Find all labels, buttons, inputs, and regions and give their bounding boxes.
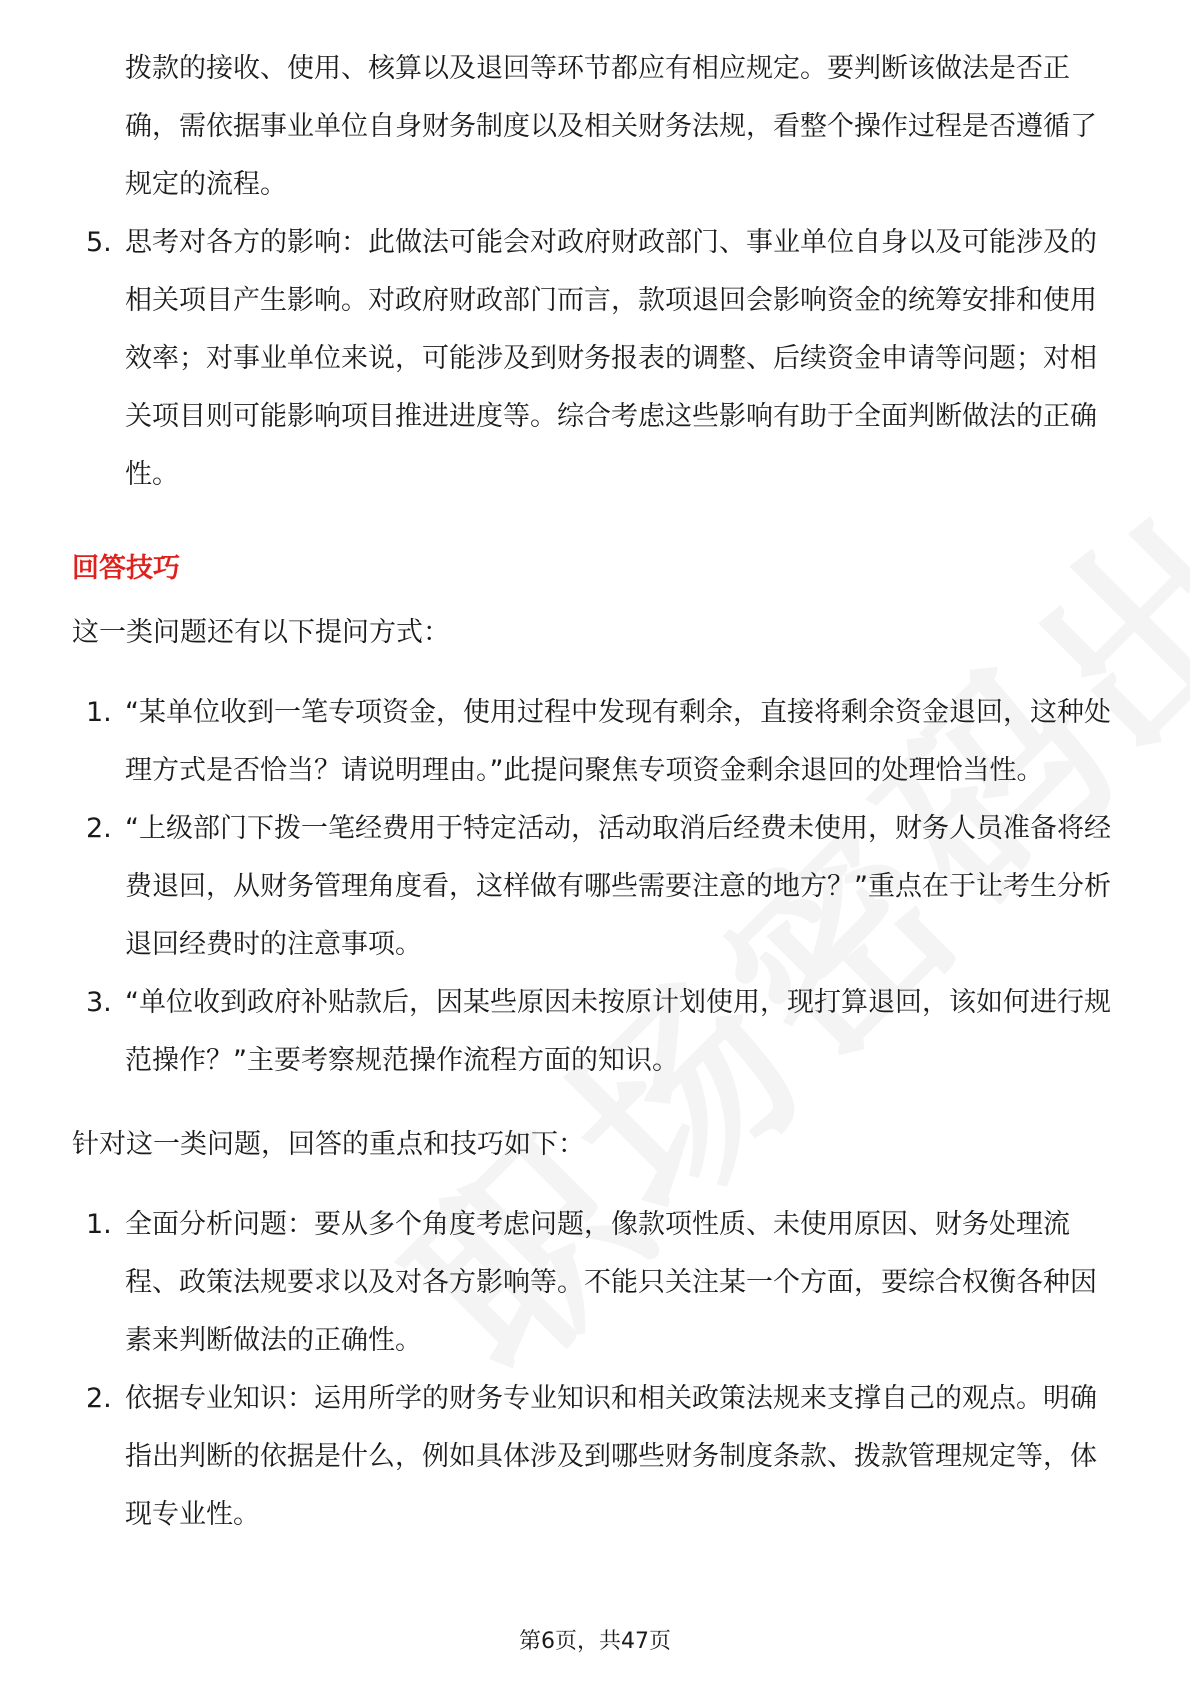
list-number: 2. — [86, 813, 112, 844]
list-item — [72, 1196, 1122, 1370]
list-number: 3. — [86, 987, 112, 1018]
list-number: 2. — [86, 1383, 112, 1414]
list-item-text: 依据专业知识：运用所学的财务专业知识和相关政策法规来支撑自己的观点。明确指出判断的依据是什么，例如具体涉及到哪些财务制度条款、拨款管理规定等，体现专业性。 — [125, 1383, 1097, 1530]
list-item — [72, 974, 1122, 1090]
list-number: 5. — [86, 227, 112, 258]
list-item — [72, 800, 1122, 974]
intro-tips: 针对这一类问题，回答的重点和技巧如下： — [72, 1129, 585, 1160]
intro-other-ways: 这一类问题还有以下提问方式： — [72, 617, 450, 648]
page-footer: 第6页，共47页 — [519, 1629, 671, 1654]
page-content — [72, 40, 1122, 1544]
list-item-text: “某单位收到一笔专项资金，使用过程中发现有剩余，直接将剩余资金退回，这种处理方式是否恰当？请说明理由。”此提问聚焦专项资金剩余退回的处理恰当性。 — [125, 697, 1111, 786]
list-item-text: 思考对各方的影响：此做法可能会对政府财政部门、事业单位自身以及可能涉及的相关项目产生影响。对政府财政部门而言，款项退回会影响资金的统筹安排和使用效率；对事业单位来说，可能涉及到财务报表的调整、后续资金申请等问题；对相关项目则可能影响项目推进进度等。综合考虑这些影响有助于全面判断做法的正确性。 — [125, 227, 1097, 490]
list-item-text: 全面分析问题：要从多个角度考虑问题，像款项性质、未使用原因、财务处理流程、政策法规要求以及对各方影响等。不能只关注某一个方面，要综合权衡各种因素来判断做法的正确性。 — [125, 1209, 1097, 1356]
section-heading: 回答技巧 — [72, 553, 180, 584]
list-item — [72, 684, 1122, 800]
list-item-text: “单位收到政府补贴款后，因某些原因未按原计划使用，现打算退回，该如何进行规范操作？”主要考察规范操作流程方面的知识。 — [125, 987, 1111, 1076]
continued-paragraph: 拨款的接收、使用、核算以及退回等环节都应有相应规定。要判断该做法是否正确，需依据事业单位自身财务制度以及相关财务法规，看整个操作过程是否遵循了规定的流程。 — [125, 53, 1097, 200]
list-number: 1. — [86, 1209, 112, 1240]
list-item-5 — [72, 214, 1122, 504]
list-item — [72, 1370, 1122, 1544]
list-item-text: “上级部门下拨一笔经费用于特定活动，活动取消后经费未使用，财务人员准备将经费退回，从财务管理角度看，这样做有哪些需要注意的地方？”重点在于让考生分析退回经费时的注意事项。 — [125, 813, 1111, 960]
list-number: 1. — [86, 697, 112, 728]
